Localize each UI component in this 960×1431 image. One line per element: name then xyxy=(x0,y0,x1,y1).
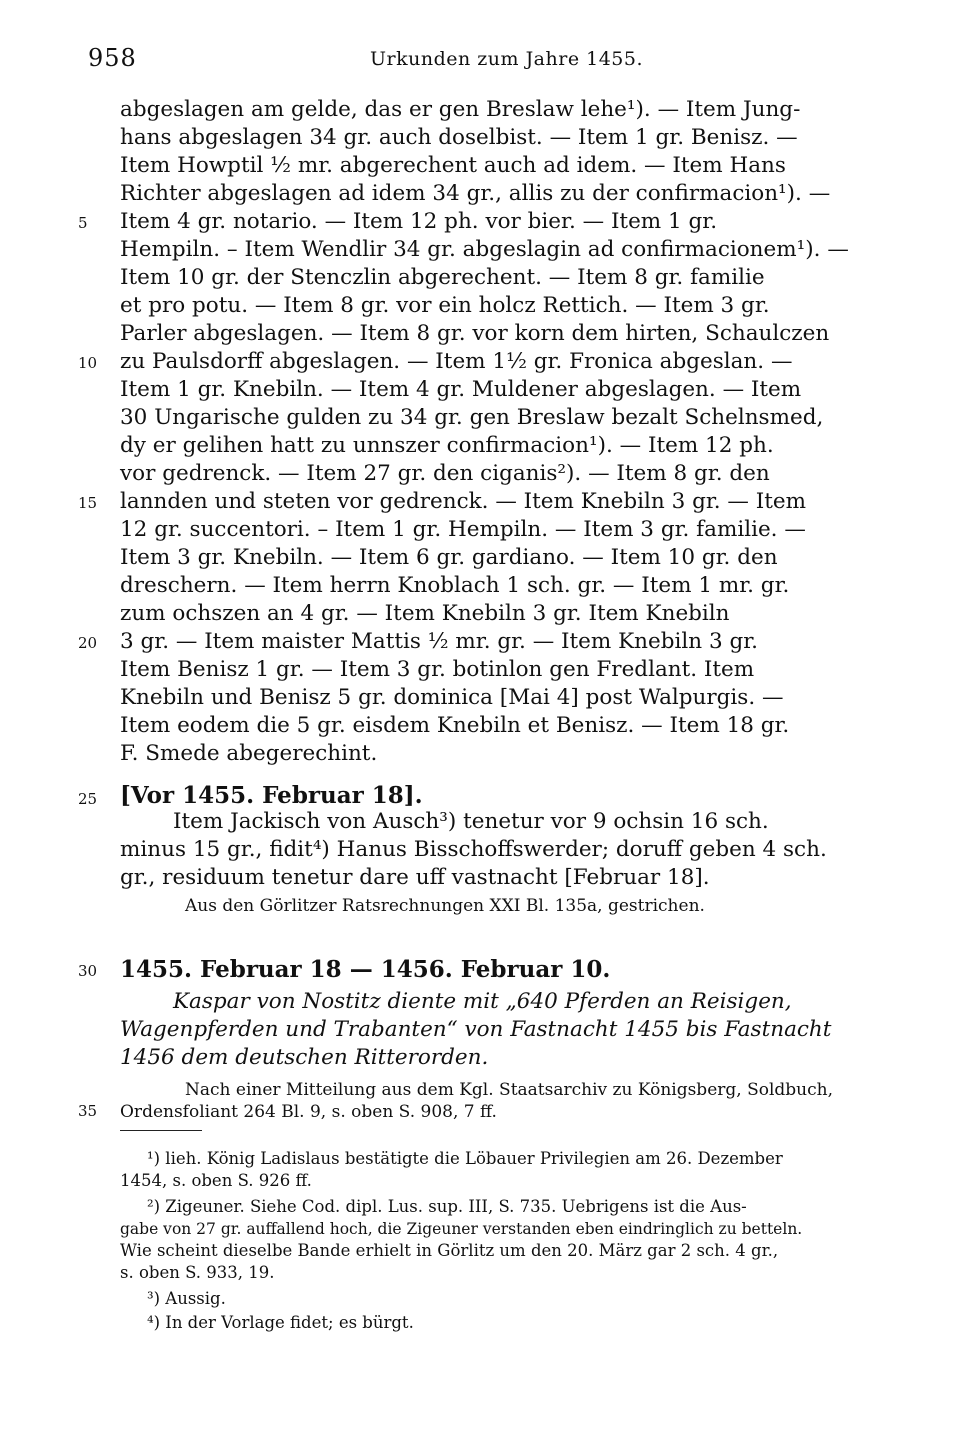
running-title: Urkunden zum Jahre 1455. xyxy=(370,48,644,70)
body-line: Hempiln. – Item Wendlir 34 gr. abgeslagin ad confirmacionem¹). — xyxy=(120,237,849,262)
body-line: dreschern. — Item herrn Knoblach 1 sch. gr. — Item 1 mr. gr. xyxy=(120,573,790,598)
footnote: 1454, s. oben S. 926 ff. xyxy=(120,1171,312,1190)
body-line: Item 3 gr. Knebiln. — Item 6 gr. gardiano. — Item 10 gr. den xyxy=(120,545,778,570)
footnote: Wie scheint dieselbe Bande erhielt in Görlitz um den 20. März gar 2 sch. 4 gr., xyxy=(120,1241,779,1260)
line-number: 35 xyxy=(78,1102,98,1120)
entry-line: minus 15 gr., fidit⁴) Hanus Bisschoffswerder; doruff geben 4 sch. xyxy=(120,837,827,862)
body-line: lannden und steten vor gedrenck. — Item Knebiln 3 gr. — Item xyxy=(120,489,807,514)
body-line: Item 1 gr. Knebiln. — Item 4 gr. Muldener abgeslagen. — Item xyxy=(120,377,802,402)
footnote: ²) Zigeuner. Siehe Cod. dipl. Lus. sup. III, S. 735. Uebrigens ist die Aus- xyxy=(147,1197,747,1216)
body-line: hans abgeslagen 34 gr. auch doselbist. — Item 1 gr. Benisz. — xyxy=(120,125,798,150)
line-number: 15 xyxy=(78,494,98,512)
page-number: 958 xyxy=(88,44,137,72)
body-line: dy er gelihen hatt zu unnszer confirmacion¹). — Item 12 ph. xyxy=(120,433,774,458)
body-line: et pro potu. — Item 8 gr. vor ein holcz Rettich. — Item 3 gr. xyxy=(120,293,770,318)
body-line: Parler abgeslagen. — Item 8 gr. vor korn dem hirten, Schaulczen xyxy=(120,321,830,346)
body-line: Item Howptil ½ mr. abgerechent auch ad idem. — Item Hans xyxy=(120,153,786,178)
body-line: 3 gr. — Item maister Mattis ½ mr. gr. — Item Knebiln 3 gr. xyxy=(120,629,758,654)
entry-line: gr., residuum tenetur dare uff vastnacht [Februar 18]. xyxy=(120,865,710,890)
body-line: Knebiln und Benisz 5 gr. dominica [Mai 4] post Walpurgis. — xyxy=(120,685,784,710)
line-number: 30 xyxy=(78,962,98,980)
entry-summary-line: 1456 dem deutschen Ritterorden. xyxy=(120,1045,489,1070)
body-line: vor gedrenck. — Item 27 gr. den ciganis²). — Item 8 gr. den xyxy=(120,461,770,486)
line-number: 25 xyxy=(78,790,98,808)
body-line: 30 Ungarische gulden zu 34 gr. gen Breslaw bezalt Schelnsmed, xyxy=(120,405,824,430)
footnote: gabe von 27 gr. auffallend hoch, die Zigeuner verstanden eben eindringlich zu betteln. xyxy=(120,1220,803,1238)
body-line: Item Benisz 1 gr. — Item 3 gr. botinlon gen Fredlant. Item xyxy=(120,657,755,682)
source-note: Aus den Görlitzer Ratsrechnungen XXI Bl. 135a, gestrichen. xyxy=(185,896,705,916)
footnote: ¹) lieh. König Ladislaus bestätigte die Löbauer Privilegien am 26. Dezember xyxy=(147,1149,783,1168)
body-line: 12 gr. succentori. – Item 1 gr. Hempiln. — Item 3 gr. familie. — xyxy=(120,517,806,542)
body-line: zum ochszen an 4 gr. — Item Knebiln 3 gr. Item Knebiln xyxy=(120,601,730,626)
body-line: Richter abgeslagen ad idem 34 gr., allis zu der confirmacion¹). — xyxy=(120,181,831,206)
body-line: F. Smede abegerechint. xyxy=(120,741,378,766)
entry-summary-line: Wagenpferden und Trabanten“ von Fastnacht 1455 bis Fastnacht xyxy=(120,1017,832,1042)
footnote: ⁴) In der Vorlage fidet; es bürgt. xyxy=(147,1313,414,1332)
line-number: 5 xyxy=(78,214,88,232)
entry-line: Item Jackisch von Ausch³) tenetur vor 9 ochsin 16 sch. xyxy=(173,809,769,834)
body-line: abgeslagen am gelde, das er gen Breslaw lehe¹). — Item Jung- xyxy=(120,97,801,122)
entry-heading: [Vor 1455. Februar 18]. xyxy=(120,782,423,809)
source-note: Ordensfoliant 264 Bl. 9, s. oben S. 908, 7 ff. xyxy=(120,1102,497,1122)
body-line: zu Paulsdorff abgeslagen. — Item 1½ gr. Fronica abgeslan. — xyxy=(120,349,793,374)
footnote-rule xyxy=(120,1130,202,1131)
body-line: Item eodem die 5 gr. eisdem Knebiln et Benisz. — Item 18 gr. xyxy=(120,713,790,738)
footnote: s. oben S. 933, 19. xyxy=(120,1263,275,1282)
line-number: 20 xyxy=(78,634,98,652)
entry-heading: 1455. Februar 18 — 1456. Februar 10. xyxy=(120,956,611,983)
source-note: Nach einer Mitteilung aus dem Kgl. Staatsarchiv zu Königsberg, Soldbuch, xyxy=(185,1080,833,1100)
entry-summary-line: Kaspar von Nostitz diente mit „640 Pferden an Reisigen, xyxy=(173,989,792,1014)
body-line: Item 10 gr. der Stenczlin abgerechent. — Item 8 gr. familie xyxy=(120,265,765,290)
footnote: ³) Aussig. xyxy=(147,1289,226,1308)
line-number: 10 xyxy=(78,354,98,372)
body-line: Item 4 gr. notario. — Item 12 ph. vor bier. — Item 1 gr. xyxy=(120,209,718,234)
